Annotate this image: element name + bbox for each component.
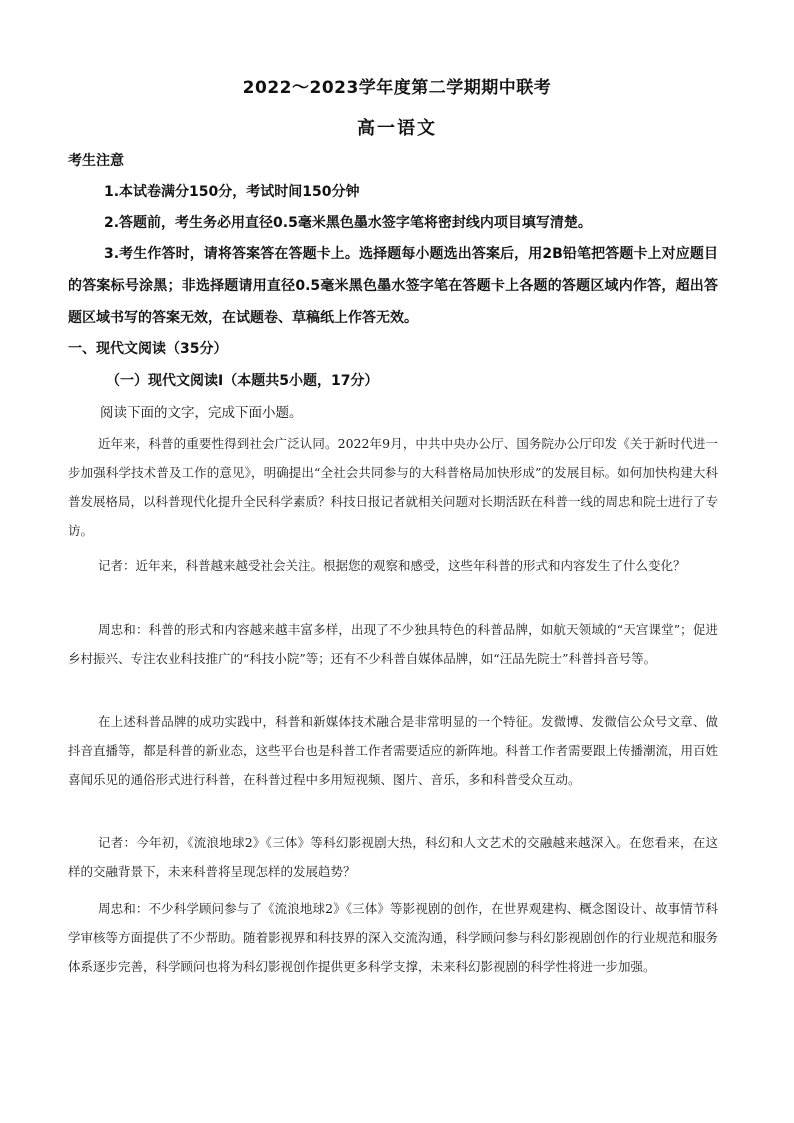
notice-heading: 考生注意 — [68, 153, 124, 169]
article-paragraph: 近年来，科普的重要性得到社会广泛认同。2022年9月，中共中央办公厅、国务院办公厅印发《关于新时代进一步加强科学技术普及工作的意见》，明确提出“全社会共同参与的大科普格局加快形成”的发展目标。如何加快构建大科普发展格局，以科普现代化提升全民科学素质？科技日报记者就相关问题对长期活跃在科普一线的周忠和院士进行了专访。 — [68, 436, 719, 538]
article-paragraph: 记者：近年来，科普越来越受社会关注。根据您的观察和感受，这些年科普的形式和内容发生了什么变化？ — [98, 558, 686, 573]
article-paragraph: 记者：今年初，《流浪地球2》《三体》等科幻影视剧大热，科幻和人文艺术的交融越来越深入。在您看来，在这样的交融背景下，未来科普将呈现怎样的发展趋势？ — [68, 835, 718, 879]
exam-title: 2022～2023学年度第二学期期中联考 — [242, 78, 552, 98]
notice-item: 2.答题前，考生务必用直径0.5毫米黑色墨水签字笔将密封线内项目填写清楚。 — [104, 215, 592, 231]
exam-subject: 高一语文 — [357, 118, 437, 139]
subsection-heading: （一）现代文阅读Ⅰ（本题共5小题，17分） — [106, 373, 379, 389]
section-heading: 一、现代文阅读（35分） — [68, 341, 228, 357]
article-paragraph: 周忠和：不少科学顾问参与了《流浪地球2》《三体》等影视剧的创作，在世界观建构、概念图设计、故事情节科学审核等方面提供了不少帮助。随着影视界和科技界的深入交流沟通，科学顾问参与科幻影视剧创作的行业规范和服务体系逐步完善，科学顾问也将为科幻影视创作提供更多科学支撑，未来科幻影视剧的科学性将进一步加强。 — [68, 901, 719, 974]
notice-item: 1.本试卷满分150分，考试时间150分钟 — [104, 184, 360, 200]
notice-item: 3.考生作答时，请将答案答在答题卡上。选择题每小题选出答案后，用2B铅笔把答题卡上对应题目的答案标号涂黑；非选择题请用直径0.5毫米黑色墨水签字笔在答题卡上各题的答题区域内作答，超出答题区域书写的答案无效，在试题卷、草稿纸上作答无效。 — [68, 246, 718, 326]
article-paragraph: 在上述科普品牌的成功实践中，科普和新媒体技术融合是非常明显的一个特征。发微博、发微信公众号文章、做抖音直播等，都是科普的新业态，这些平台也是科普工作者需要适应的新阵地。科普工作者需要跟上传播潮流，用百姓喜闻乐见的通俗形式进行科普，在科普过程中多用短视频、图片、音乐，多和科普受众互动。 — [68, 714, 719, 787]
article-paragraph: 周忠和：科普的形式和内容越来越丰富多样，出现了不少独具特色的科普品牌，如航天领域的“天宫课堂”；促进乡村振兴、专注农业科技推广的“科技小院”等；还有不少科普自媒体品牌，如“汪品先院士”科普抖音号等。 — [68, 622, 718, 666]
reading-instruction: 阅读下面的文字，完成下面小题。 — [100, 405, 303, 421]
